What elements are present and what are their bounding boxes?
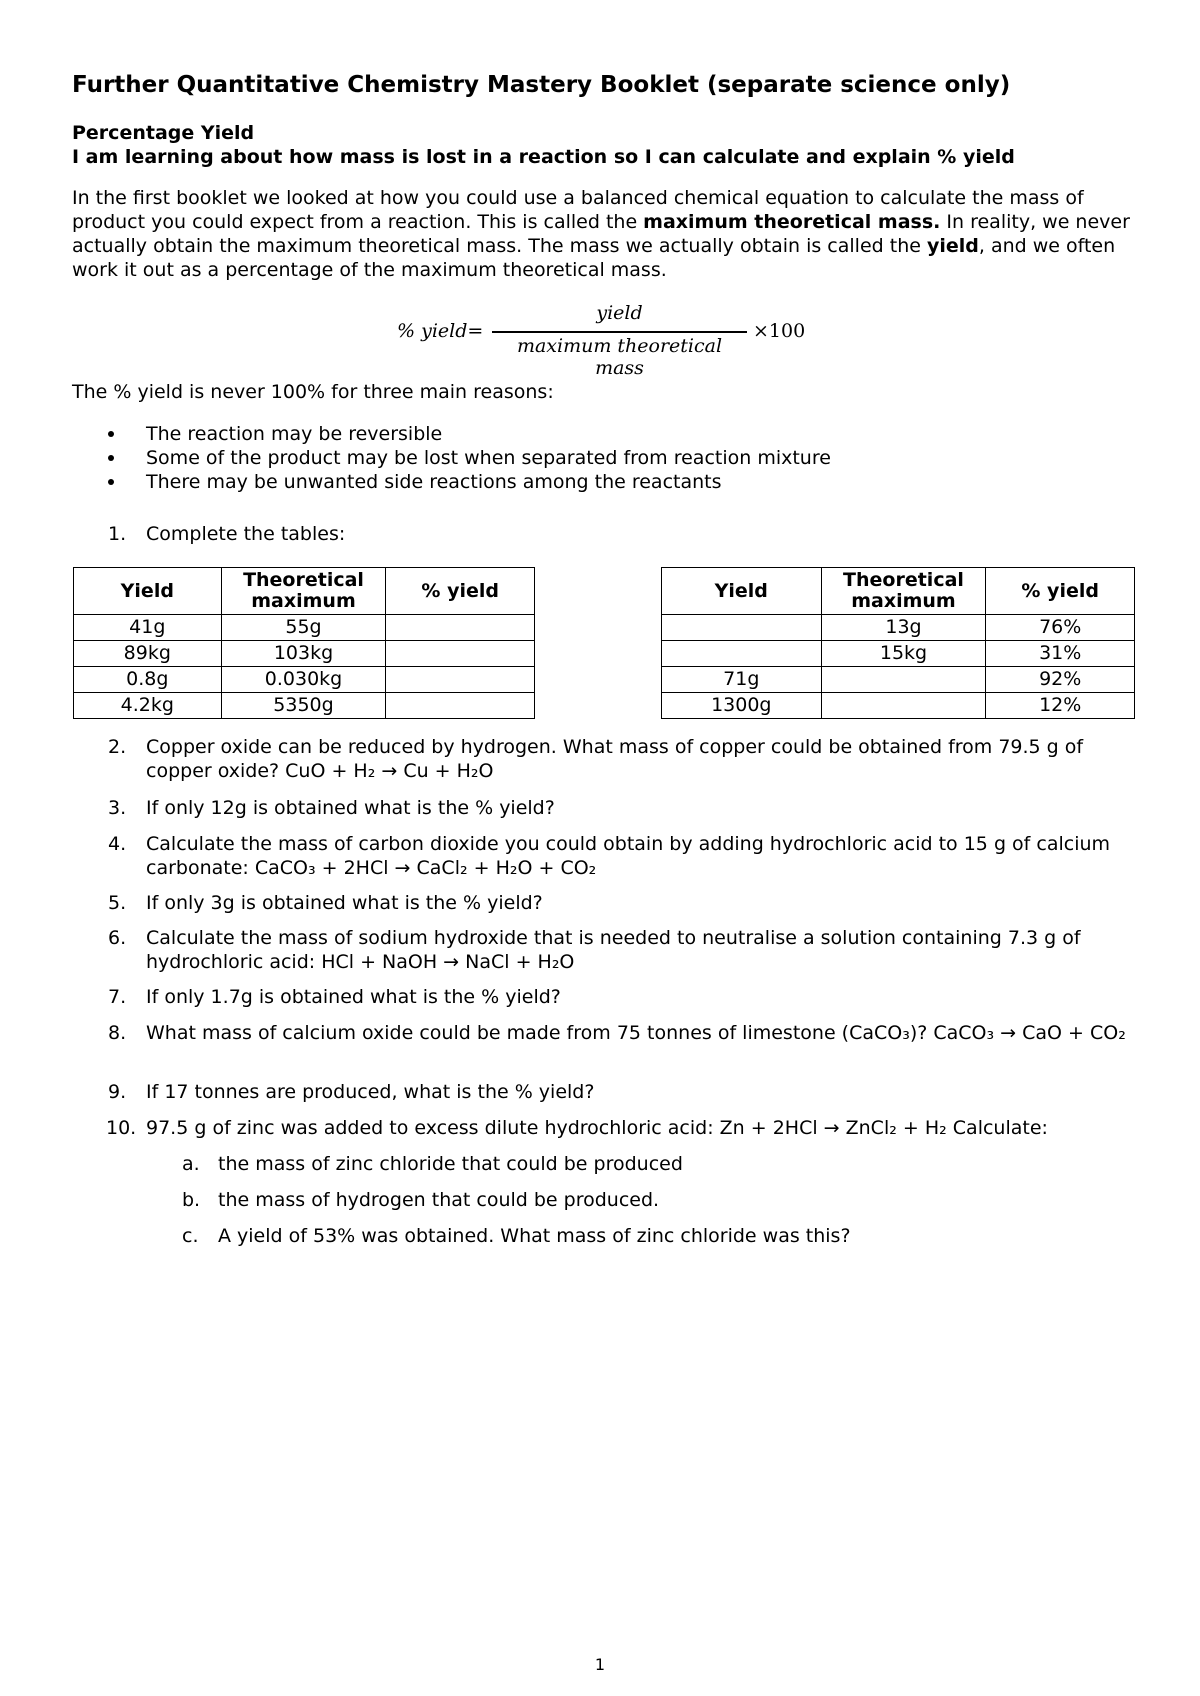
table-row bbox=[74, 641, 535, 667]
intro-bold-term-2: yield bbox=[926, 235, 979, 257]
question-text: What mass of calcium oxide could be made from 75 tonnes of limestone (CaCO₃)? CaCO₃ → CaO + CO₂ bbox=[146, 1022, 1126, 1044]
table-cell: 92% bbox=[986, 667, 1135, 693]
table-cell[interactable] bbox=[386, 615, 535, 641]
subpart-label: a. bbox=[182, 1153, 200, 1175]
question-number: 8. bbox=[108, 1022, 127, 1044]
section-heading: Percentage Yield bbox=[72, 122, 255, 144]
formula-denominator: maximum theoretical mass bbox=[516, 335, 723, 379]
section-header bbox=[72, 121, 1015, 169]
intro-text-1: In the first booklet we looked at how you could use a balanced chemical equation to calculate the mass of product you could expect from a reaction. This is called the bbox=[72, 187, 1084, 233]
table-cell: 12% bbox=[986, 693, 1135, 719]
intro-paragraph bbox=[72, 186, 1142, 282]
table-row bbox=[74, 615, 535, 641]
column-header-percent-yield: % yield bbox=[386, 568, 535, 615]
formula-rhs: ×100 bbox=[753, 320, 806, 342]
table-cell: 15kg bbox=[821, 641, 986, 667]
question-number: 1. bbox=[108, 523, 127, 545]
table-cell[interactable] bbox=[386, 693, 535, 719]
question-text: If only 12g is obtained what is the % yield? bbox=[146, 797, 555, 819]
table-cell: 0.8g bbox=[74, 667, 222, 693]
question-text: If only 1.7g is obtained what is the % yield? bbox=[146, 986, 561, 1008]
column-header-yield: Yield bbox=[74, 568, 222, 615]
table-cell: 5350g bbox=[221, 693, 386, 719]
table-cell[interactable] bbox=[821, 667, 986, 693]
bullet-icon bbox=[108, 479, 114, 485]
table-row bbox=[74, 693, 535, 719]
table-cell: 89kg bbox=[74, 641, 222, 667]
table-cell: 0.030kg bbox=[221, 667, 386, 693]
list-item bbox=[108, 446, 831, 470]
reason-text: Some of the product may be lost when separated from reaction mixture bbox=[146, 447, 831, 469]
table-cell[interactable] bbox=[386, 641, 535, 667]
question-text: Calculate the mass of sodium hydroxide that is needed to neutralise a solution containing 7.3 g of hydrochloric acid: HCl + NaOH → NaCl + H₂O bbox=[146, 927, 1081, 973]
list-item bbox=[108, 470, 831, 494]
question-number: 7. bbox=[108, 986, 127, 1008]
table-row bbox=[662, 641, 1135, 667]
percentage-yield-formula bbox=[397, 302, 817, 379]
table-header-row bbox=[662, 568, 1135, 615]
table-cell: 41g bbox=[74, 615, 222, 641]
table-cell: 103kg bbox=[221, 641, 386, 667]
question-number: 10. bbox=[106, 1117, 137, 1139]
reasons-intro: The % yield is never 100% for three main reasons: bbox=[72, 381, 554, 403]
learning-objective: I am learning about how mass is lost in a reaction so I can calculate and explain % yield bbox=[72, 146, 1015, 168]
table-row bbox=[74, 667, 535, 693]
table-cell: 76% bbox=[986, 615, 1135, 641]
reason-text: There may be unwanted side reactions among the reactants bbox=[146, 471, 722, 493]
column-header-theoretical-maximum: Theoretical maximum bbox=[221, 568, 386, 615]
question-number: 2. bbox=[108, 736, 127, 758]
table-cell: 55g bbox=[221, 615, 386, 641]
formula-numerator: yield bbox=[596, 302, 643, 324]
question-number: 5. bbox=[108, 892, 127, 914]
intro-bold-term-1: maximum theoretical mass. bbox=[643, 211, 941, 233]
page-number: 1 bbox=[594, 1655, 606, 1674]
question-text: If 17 tonnes are produced, what is the % yield? bbox=[146, 1081, 595, 1103]
reason-text: The reaction may be reversible bbox=[146, 423, 443, 445]
subpart-text: A yield of 53% was obtained. What mass of zinc chloride was this? bbox=[218, 1225, 851, 1247]
table-cell: 4.2kg bbox=[74, 693, 222, 719]
question-text: If only 3g is obtained what is the % yield? bbox=[146, 892, 543, 914]
document-title: Further Quantitative Chemistry Mastery Booklet (separate science only) bbox=[72, 72, 1011, 98]
table-cell[interactable] bbox=[662, 641, 822, 667]
table-cell[interactable] bbox=[662, 615, 822, 641]
subpart-text: the mass of hydrogen that could be produced. bbox=[218, 1189, 660, 1211]
question-number: 6. bbox=[108, 927, 127, 949]
question-text: Copper oxide can be reduced by hydrogen. What mass of copper could be obtained from 79.5 g of copper oxide? CuO + H₂ → Cu + H₂O bbox=[146, 736, 1084, 782]
question-number: 9. bbox=[108, 1081, 127, 1103]
table-row bbox=[662, 693, 1135, 719]
table-row bbox=[662, 615, 1135, 641]
table-cell[interactable] bbox=[386, 667, 535, 693]
question-text: Calculate the mass of carbon dioxide you could obtain by adding hydrochloric acid to 15 g of calcium carbonate: CaCO₃ + 2HCl → CaCl₂ + H₂O + CO₂ bbox=[146, 833, 1111, 879]
question-number: 3. bbox=[108, 797, 127, 819]
subpart-label: c. bbox=[182, 1225, 199, 1247]
intro-text-2: In reality, we never actually obtain the maximum theoretical mass. The mass we actually obtain is called the bbox=[72, 211, 1130, 257]
question-number: 4. bbox=[108, 833, 127, 855]
table-header-row bbox=[74, 568, 535, 615]
formula-lhs: % yield= bbox=[397, 320, 484, 342]
table-row bbox=[662, 667, 1135, 693]
table-cell: 71g bbox=[662, 667, 822, 693]
intro-text-3: , and we often work it out as a percentage of the maximum theoretical mass. bbox=[72, 235, 1116, 281]
list-item bbox=[108, 422, 831, 446]
table-cell: 31% bbox=[986, 641, 1135, 667]
subpart-text: the mass of zinc chloride that could be produced bbox=[218, 1153, 683, 1175]
column-header-percent-yield: % yield bbox=[986, 568, 1135, 615]
question-text: 97.5 g of zinc was added to excess dilute hydrochloric acid: Zn + 2HCl → ZnCl₂ + H₂ Calculate: bbox=[146, 1117, 1048, 1139]
bullet-icon bbox=[108, 431, 114, 437]
yield-table-right bbox=[661, 567, 1135, 719]
table-cell: 1300g bbox=[662, 693, 822, 719]
yield-table-left bbox=[73, 567, 535, 719]
bullet-icon bbox=[108, 455, 114, 461]
fraction-bar bbox=[492, 331, 747, 333]
subpart-label: b. bbox=[182, 1189, 201, 1211]
table-cell[interactable] bbox=[821, 693, 986, 719]
question-text: Complete the tables: bbox=[146, 523, 346, 545]
table-cell: 13g bbox=[821, 615, 986, 641]
column-header-yield: Yield bbox=[662, 568, 822, 615]
reasons-list bbox=[108, 422, 831, 494]
column-header-theoretical-maximum: Theoretical maximum bbox=[821, 568, 986, 615]
